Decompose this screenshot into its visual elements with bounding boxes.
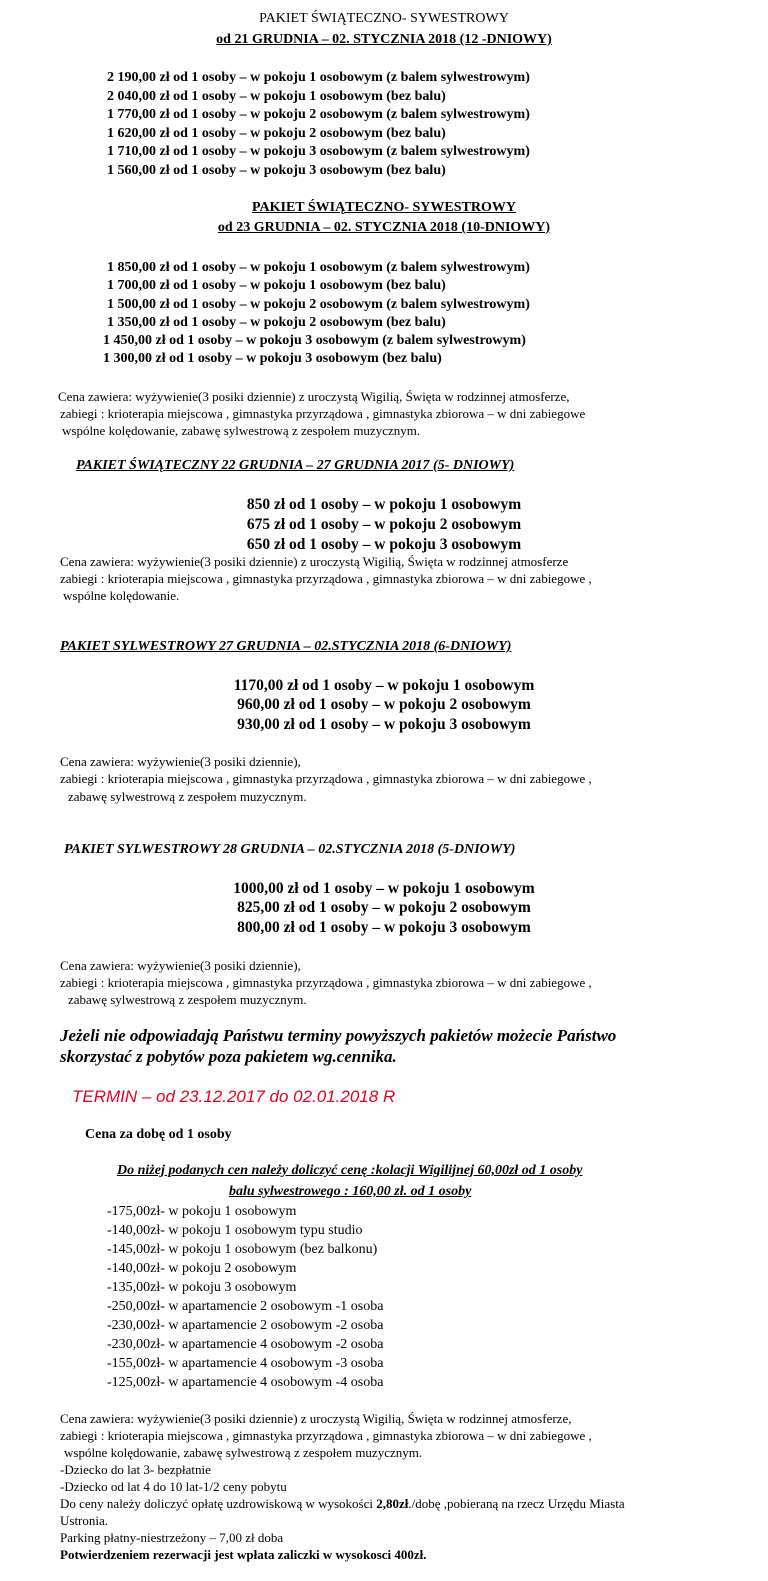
package1-price: 1 710,00 zł od 1 osoby – w pokoju 3 osobowym (z balem sylwestrowym) bbox=[107, 144, 530, 159]
package5-price: 825,00 zł od 1 osoby – w pokoju 2 osobowym bbox=[237, 899, 531, 916]
additional-fee-line: Do niżej podanych cen należy doliczyć cenę :kolacji Wigilijnej 60,00zł od 1 osoby bbox=[117, 1163, 583, 1178]
package4-price: 930,00 zł od 1 osoby – w pokoju 3 osobowym bbox=[237, 716, 531, 733]
room-price-item: -250,00zł- w apartamencie 2 osobowym -1 osoba bbox=[107, 1299, 384, 1314]
package2-price: 1 850,00 zł od 1 osoby – w pokoju 1 osobowym (z balem sylwestrowym) bbox=[107, 260, 530, 275]
package3-price: 850 zł od 1 osoby – w pokoju 1 osobowym bbox=[246, 496, 522, 513]
additional-fee-line: balu sylwestrowego : 160,00 zł. od 1 osoby bbox=[229, 1184, 472, 1199]
package1-price: 1 620,00 zł od 1 osoby – w pokoju 2 osobowym (bez balu) bbox=[107, 126, 446, 141]
package5-includes: zabiegi : krioterapia miejscowa , gimnastyka przyrządowa , gimnastyka zbiorowa – w dni zabiegowe , bbox=[60, 975, 592, 990]
footer-line: Cena zawiera: wyżywienie(3 posiki dziennie) z uroczystą Wigilią, Święta w rodzinnej atmosferze, bbox=[60, 1411, 572, 1426]
package2-includes: zabiegi : krioterapia miejscowa , gimnastyka przyrządowa , gimnastyka zbiorowa – w dni zabiegowe bbox=[60, 406, 586, 421]
package1-title: PAKIET ŚWIĄTECZNO- SYWESTROWY bbox=[259, 11, 509, 26]
package5-includes: zabawę sylwestrową z zespołem muzycznym. bbox=[68, 992, 307, 1007]
package2-price: 1 700,00 zł od 1 osoby – w pokoju 1 osobowym (bez balu) bbox=[107, 278, 446, 293]
room-price-item: -125,00zł- w apartamencie 4 osobowym -4 osoba bbox=[107, 1375, 384, 1390]
package3-price: 650 zł od 1 osoby – w pokoju 3 osobowym bbox=[246, 536, 522, 553]
package1-price: 2 190,00 zł od 1 osoby – w pokoju 1 osobowym (z balem sylwestrowym) bbox=[107, 70, 530, 85]
room-price-item: -155,00zł- w apartamencie 4 osobowym -3 osoba bbox=[107, 1356, 384, 1371]
package5-includes: Cena zawiera: wyżywienie(3 posiki dziennie), bbox=[60, 958, 301, 973]
package5-title: PAKIET SYLWESTROWY 28 GRUDNIA – 02.STYCZNIA 2018 (5-DNIOWY) bbox=[64, 842, 516, 857]
note-line: skorzystać z pobytów poza pakietem wg.cennika. bbox=[60, 1047, 397, 1066]
package4-price: 1170,00 zł od 1 osoby – w pokoju 1 osobowym bbox=[233, 677, 535, 694]
room-price-item: -135,00zł- w pokoju 3 osobowym bbox=[107, 1280, 297, 1295]
package2-title: PAKIET ŚWIĄTECZNO- SYWESTROWY bbox=[252, 200, 516, 215]
spa-fee-line2: Ustronia. bbox=[60, 1513, 109, 1528]
room-price-item: -175,00zł- w pokoju 1 osobowym bbox=[107, 1204, 297, 1219]
spa-fee-text-end: ./dobę ,pobieraną na rzecz Urzędu Miasta bbox=[408, 1496, 625, 1511]
package5-price: 800,00 zł od 1 osoby – w pokoju 3 osobowym bbox=[237, 919, 531, 936]
package3-includes: Cena zawiera: wyżywienie(3 posiki dziennie) z uroczystą Wigilią, Święta w rodzinnej atmosferze bbox=[60, 554, 569, 569]
parking-line: Parking płatny-niestrzeżony – 7,00 zł doba bbox=[60, 1530, 284, 1545]
package4-price: 960,00 zł od 1 osoby – w pokoju 2 osobowym bbox=[237, 696, 531, 713]
package4-title: PAKIET SYLWESTROWY 27 GRUDNIA – 02.STYCZNIA 2018 (6-DNIOWY) bbox=[60, 639, 512, 654]
package2-includes: Cena zawiera: wyżywienie(3 posiki dziennie) z uroczystą Wigilią, Święta w rodzinnej atmosferze, bbox=[58, 389, 570, 404]
package4-includes: Cena zawiera: wyżywienie(3 posiki dziennie), bbox=[60, 754, 301, 769]
package4-includes: zabawę sylwestrową z zespołem muzycznym. bbox=[68, 789, 307, 804]
spa-fee-line bbox=[60, 1497, 625, 1510]
package2-includes: wspólne kolędowanie, zabawę sylwestrową z zespołem muzycznym. bbox=[62, 423, 421, 438]
spa-fee-text: Do ceny należy doliczyć opłatę uzdrowiskową w wysokości bbox=[60, 1496, 377, 1511]
package5-price: 1000,00 zł od 1 osoby – w pokoju 1 osobowym bbox=[233, 880, 535, 897]
footer-line: wspólne kolędowanie, zabawę sylwestrową z zespołem muzycznym. bbox=[64, 1445, 423, 1460]
package2-price: 1 450,00 zł od 1 osoby – w pokoju 3 osobowym (z balem sylwestrowym) bbox=[103, 333, 526, 348]
footer-line: zabiegi : krioterapia miejscowa , gimnastyka przyrządowa , gimnastyka zbiorowa – w dni zabiegowe , bbox=[60, 1428, 592, 1443]
room-price-item: -140,00zł- w pokoju 1 osobowym typu studio bbox=[107, 1223, 363, 1238]
package2-price: 1 500,00 zł od 1 osoby – w pokoju 2 osobowym (z balem sylwestrowym) bbox=[107, 297, 530, 312]
room-price-item: -230,00zł- w apartamencie 4 osobowym -2 osoba bbox=[107, 1337, 384, 1352]
package4-includes: zabiegi : krioterapia miejscowa , gimnastyka przyrządowa , gimnastyka zbiorowa – w dni zabiegowe , bbox=[60, 771, 592, 786]
termin-heading: TERMIN – od 23.12.2017 do 02.01.2018 R bbox=[72, 1087, 396, 1106]
footer-line: -Dziecko od lat 4 do 10 lat-1/2 ceny pobytu bbox=[60, 1479, 287, 1494]
room-price-item: -145,00zł- w pokoju 1 osobowym (bez balkonu) bbox=[107, 1242, 378, 1257]
note-line: Jeżeli nie odpowiadają Państwu terminy powyższych pakietów możecie Państwo bbox=[60, 1026, 617, 1045]
price-per-day-label: Cena za dobę od 1 osoby bbox=[85, 1127, 232, 1142]
spa-fee-amount: 2,80zł bbox=[376, 1496, 409, 1511]
deposit-line: Potwierdzeniem rezerwacji jest wpłata zaliczki w wysokosci 400zł. bbox=[60, 1547, 427, 1562]
package1-dates: od 21 GRUDNIA – 02. STYCZNIA 2018 (12 -DNIOWY) bbox=[216, 32, 552, 47]
package3-includes: wspólne kolędowanie. bbox=[63, 588, 180, 603]
package2-dates: od 23 GRUDNIA – 02. STYCZNIA 2018 (10-DNIOWY) bbox=[217, 220, 551, 235]
package1-price: 1 560,00 zł od 1 osoby – w pokoju 3 osobowym (bez balu) bbox=[107, 163, 446, 178]
package3-title: PAKIET ŚWIĄTECZNY 22 GRUDNIA – 27 GRUDNIA 2017 (5- DNIOWY) bbox=[76, 458, 515, 473]
package2-price: 1 300,00 zł od 1 osoby – w pokoju 3 osobowym (bez balu) bbox=[103, 351, 442, 366]
package1-price: 2 040,00 zł od 1 osoby – w pokoju 1 osobowym (bez balu) bbox=[107, 89, 446, 104]
package3-includes: zabiegi : krioterapia miejscowa , gimnastyka przyrządowa , gimnastyka zbiorowa – w dni zabiegowe , bbox=[60, 571, 592, 586]
room-price-item: -140,00zł- w pokoju 2 osobowym bbox=[107, 1261, 297, 1276]
footer-line: -Dziecko do lat 3- bezpłatnie bbox=[60, 1462, 211, 1477]
package1-price: 1 770,00 zł od 1 osoby – w pokoju 2 osobowym (z balem sylwestrowym) bbox=[107, 107, 530, 122]
package3-price: 675 zł od 1 osoby – w pokoju 2 osobowym bbox=[246, 516, 522, 533]
package2-price: 1 350,00 zł od 1 osoby – w pokoju 2 osobowym (bez balu) bbox=[107, 315, 446, 330]
room-price-item: -230,00zł- w apartamencie 2 osobowym -2 osoba bbox=[107, 1318, 384, 1333]
